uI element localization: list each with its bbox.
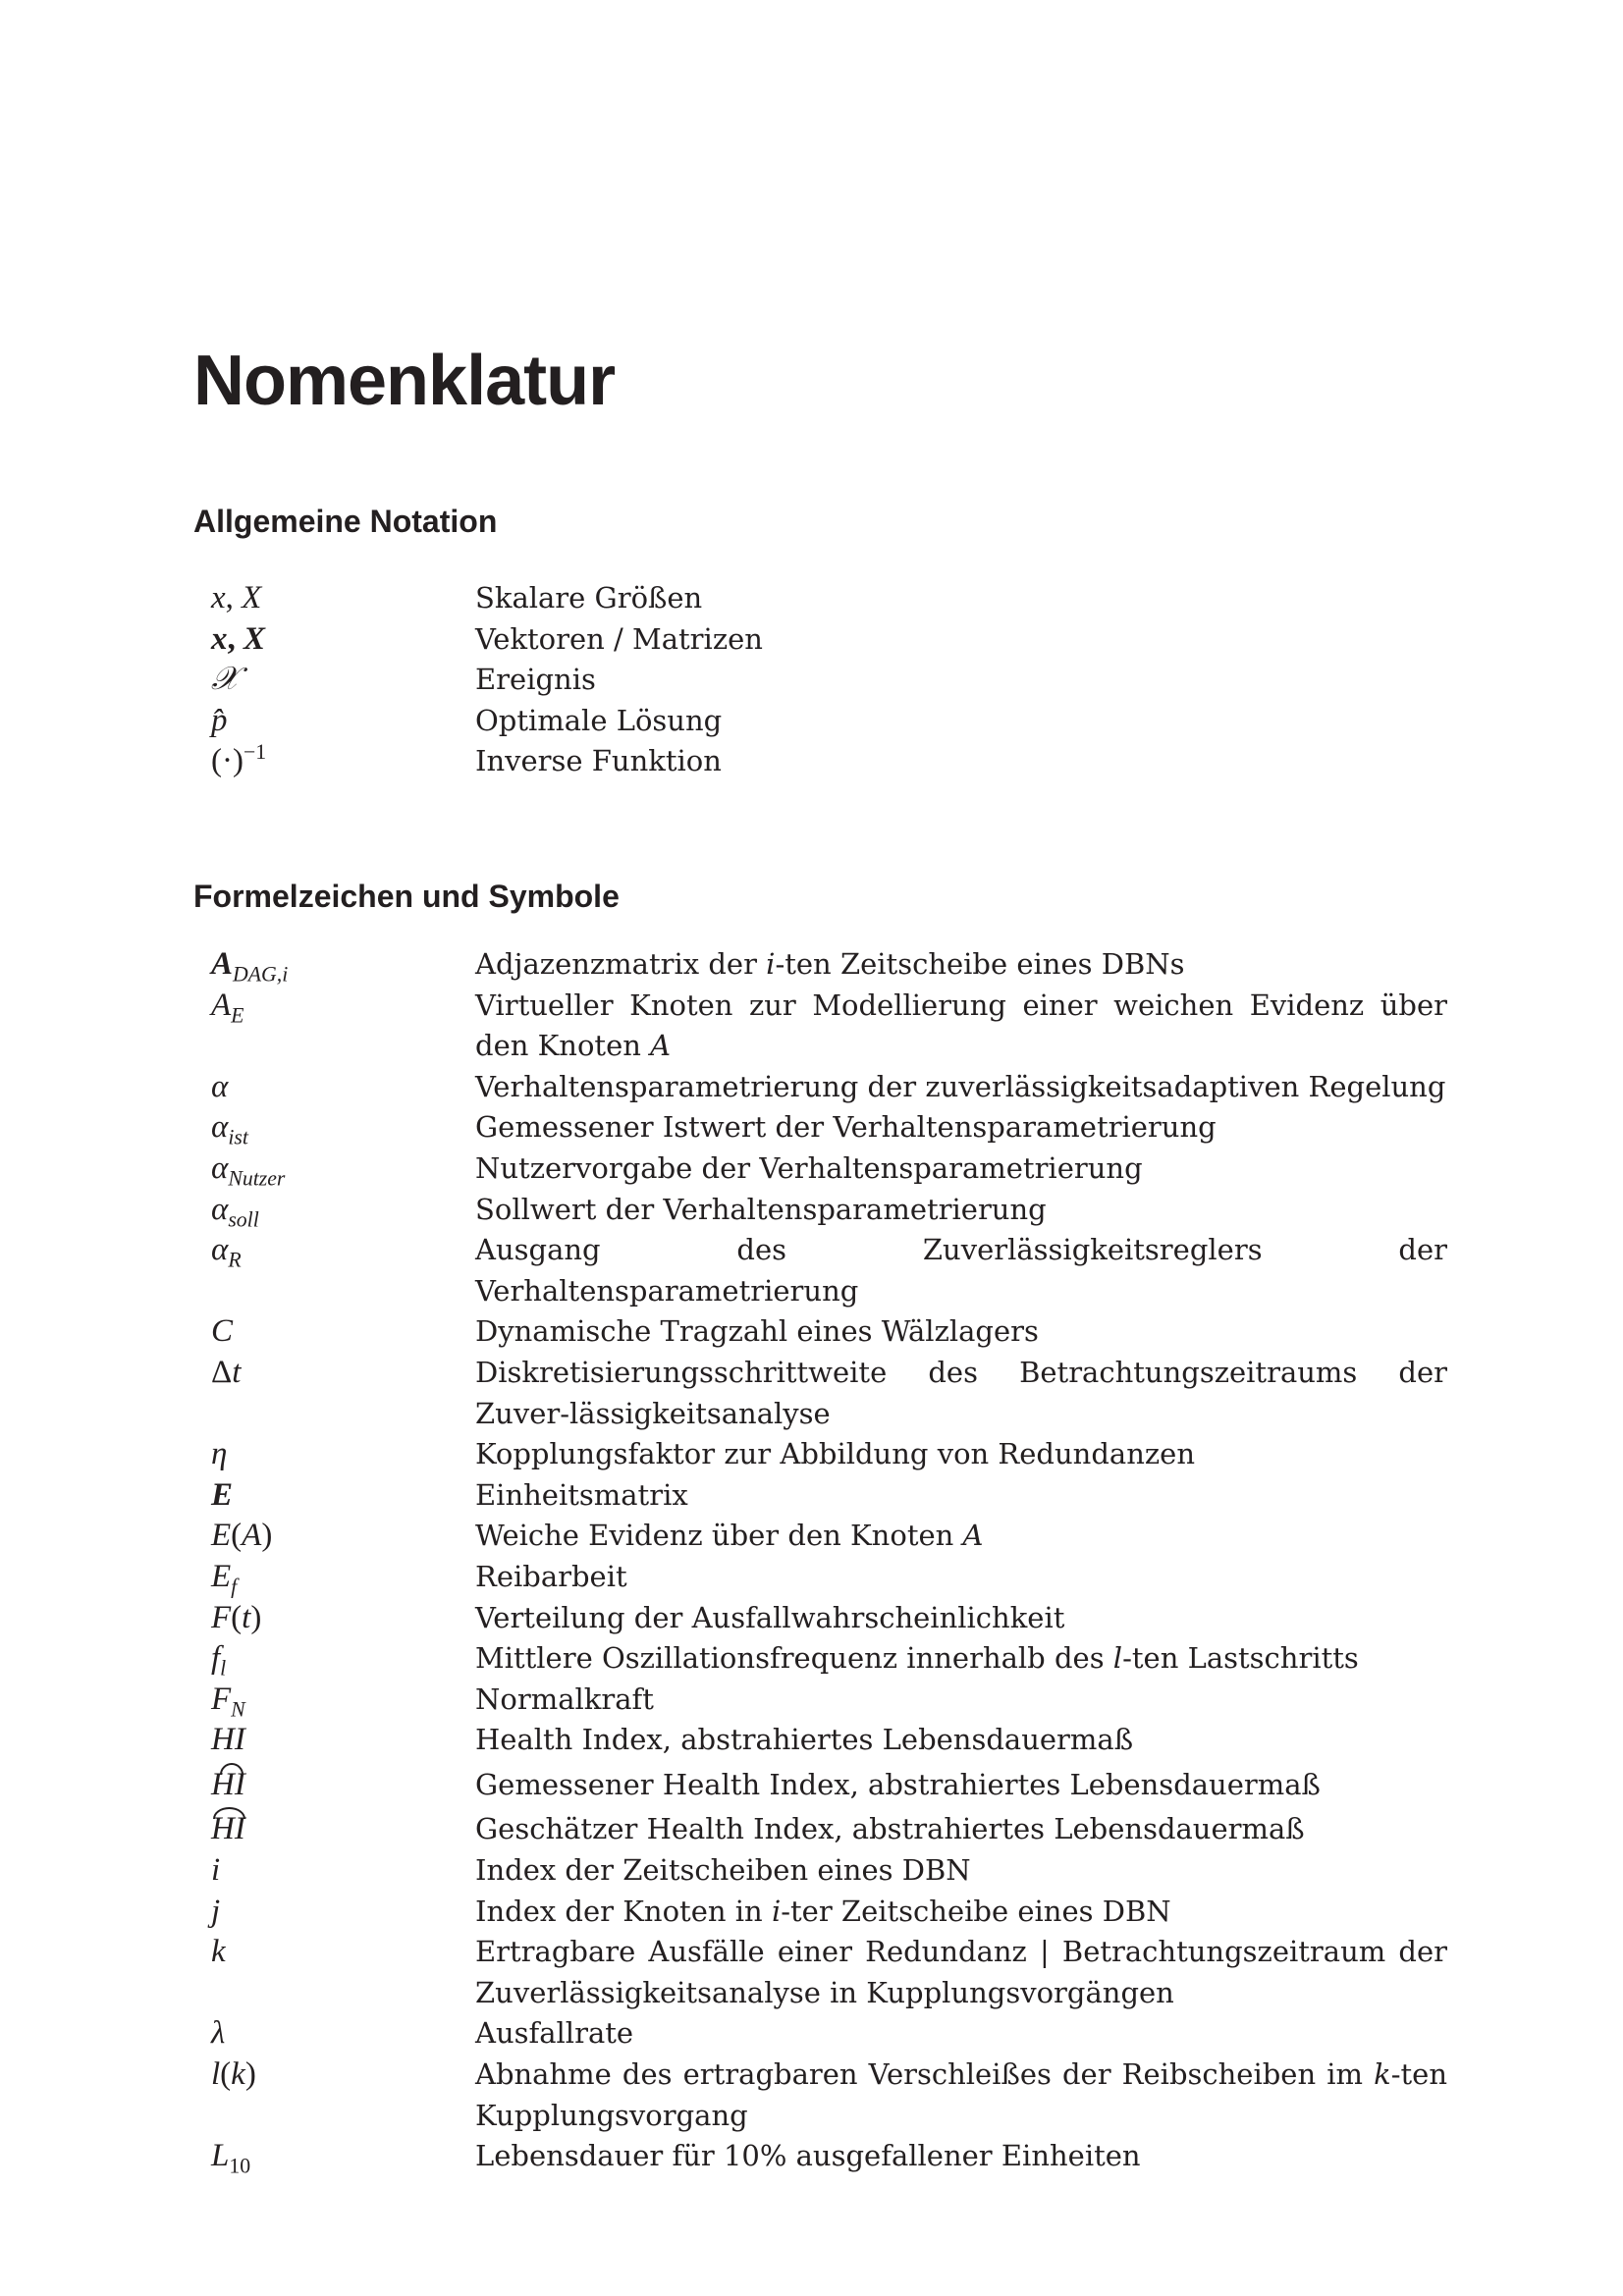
symbol: HI <box>211 1722 245 1758</box>
description: Vektoren / Matrizen <box>475 621 763 656</box>
list-item <box>0 1638 1623 1680</box>
symbol: l(k) <box>211 2056 256 2093</box>
symbol: k <box>211 1934 226 1970</box>
list-item <box>0 1107 1623 1148</box>
description: Normalkraft <box>475 1682 654 1716</box>
description: Inverse Funktion <box>475 744 722 778</box>
description: Sollwert der Verhaltensparametrierung <box>475 1192 1047 1226</box>
description: Index der Zeitscheiben eines DBN <box>475 1853 971 1888</box>
list-item <box>0 2013 1623 2055</box>
description: Lebensdauer für 10% ausgefallener Einheiten <box>475 2139 1141 2173</box>
list-item <box>0 1516 1623 1557</box>
description: Kopplungsfaktor zur Abbildung von Redundanzen <box>475 1437 1196 1471</box>
list-item <box>0 1353 1623 1434</box>
symbol: $E_f$ <box>211 1558 238 1599</box>
description: Geschätzer Health Index, abstrahiertes Lebensdauermaß <box>475 1812 1305 1846</box>
symbol: x, X <box>211 620 266 657</box>
list-item <box>0 1148 1623 1190</box>
list-item <box>0 1720 1623 1761</box>
symbols-list <box>0 944 1623 2177</box>
description: Ausgang des Zuverlässigkeitsreglers der Verhaltensparametrierung <box>475 1233 1447 1308</box>
section-heading-general-notation: Allgemeine Notation <box>193 504 498 539</box>
symbol: $\alpha_R$ <box>211 1232 242 1272</box>
description: Nutzervorgabe der Verhaltensparametrierung <box>475 1150 1143 1185</box>
list-item <box>0 1475 1623 1517</box>
list-item <box>0 1892 1623 1933</box>
list-item <box>0 741 1623 782</box>
list-item <box>0 1850 1623 1892</box>
symbol: C <box>211 1313 234 1350</box>
symbol: $\alpha_{Nutzer}$ <box>211 1149 286 1191</box>
description: Health Index, abstrahiertes Lebensdauermaß <box>475 1723 1134 1757</box>
description: Ausfallrate <box>475 2016 634 2051</box>
list-item <box>0 1557 1623 1598</box>
description: Gemessener Istwert der Verhaltensparametrierung <box>475 1110 1217 1145</box>
general-notation-list <box>0 578 1623 782</box>
list-item <box>0 578 1623 619</box>
list-item <box>0 619 1623 661</box>
description: Dynamische Tragzahl eines Wälzlagers <box>475 1314 1039 1349</box>
list-item <box>0 2055 1623 2136</box>
description: Ereignis <box>475 663 596 697</box>
list-item <box>0 944 1623 986</box>
list-item <box>0 1311 1623 1353</box>
symbol: $L_{10}$ <box>211 2138 251 2178</box>
description: Index der Knoten in i-ter Zeitscheibe eines DBN <box>475 1894 1171 1928</box>
description: Optimale Lösung <box>475 703 723 737</box>
symbol: E <box>211 1476 234 1513</box>
list-item <box>0 1067 1623 1108</box>
list-item <box>0 2136 1623 2177</box>
symbol: λ <box>211 2015 226 2052</box>
list-item <box>0 1598 1623 1639</box>
description: Virtueller Knoten zur Modellierung einer weichen Evidenz über den Knoten A <box>475 988 1447 1063</box>
symbol: E(A) <box>211 1518 273 1554</box>
list-item <box>0 1932 1623 2013</box>
symbol: j <box>211 1893 221 1929</box>
description: Verteilung der Ausfallwahrscheinlichkeit <box>475 1600 1065 1634</box>
symbol: p̂ <box>211 702 228 738</box>
description: Skalare Größen <box>475 581 703 614</box>
symbol: 𝒳 <box>211 662 240 698</box>
list-item <box>0 1190 1623 1231</box>
symbol: α <box>211 1068 229 1104</box>
description: Gemessener Health Index, abstrahiertes Lebensdauermaß <box>475 1767 1321 1801</box>
symbol: $\alpha_{ist}$ <box>211 1109 248 1149</box>
description: Reibarbeit <box>475 1559 627 1593</box>
symbol: HI <box>211 1765 245 1806</box>
symbol: $(\cdot)^{-1}$ <box>211 740 267 779</box>
description: Weiche Evidenz über den Knoten A <box>475 1519 984 1553</box>
list-item <box>0 701 1623 742</box>
description: Ertragbare Ausfälle einer Redundanz | Betrachtungszeitraum der Zuverlässigkeitsanalyse in Kupplungsvorgängen <box>475 1935 1447 2009</box>
description: Einheitsmatrix <box>475 1477 688 1512</box>
symbol: F(t) <box>211 1599 262 1635</box>
list-item <box>0 1230 1623 1311</box>
symbol: x, X <box>211 580 262 615</box>
symbol: $F_N$ <box>211 1681 245 1722</box>
symbol: i <box>211 1852 221 1889</box>
symbol: $f_l$ <box>211 1640 227 1681</box>
list-item <box>0 1809 1623 1850</box>
description: Abnahme des ertragbaren Verschleißes der Reibscheiben im k-ten Kupplungsvorgang <box>475 2057 1447 2132</box>
description: Diskretisierungsschrittweite des Betrachtungszeitraums der Zuver-lässigkeitsanalyse <box>475 1355 1447 1430</box>
list-item <box>0 1680 1623 1721</box>
description: Adjazenzmatrix der i-ten Zeitscheibe eines DBNs <box>475 947 1185 981</box>
symbol: $A_{DAG,i}$ <box>211 946 289 987</box>
list-item <box>0 1765 1623 1806</box>
symbol: $A_E$ <box>211 987 244 1028</box>
list-item <box>0 986 1623 1067</box>
symbol: η <box>211 1436 228 1472</box>
list-item <box>0 660 1623 701</box>
list-item <box>0 1434 1623 1475</box>
symbol: Δt <box>211 1354 242 1390</box>
page-title: Nomenklatur <box>193 342 616 420</box>
symbol: $\alpha_{soll}$ <box>211 1191 259 1232</box>
description: Verhaltensparametrierung der zuverlässigkeitsadaptiven Regelung <box>475 1069 1446 1103</box>
description: Mittlere Oszillationsfrequenz innerhalb des l-ten Lastschritts <box>475 1641 1359 1676</box>
symbol: HI <box>211 1809 245 1850</box>
section-heading-symbols: Formelzeichen und Symbole <box>193 879 620 914</box>
